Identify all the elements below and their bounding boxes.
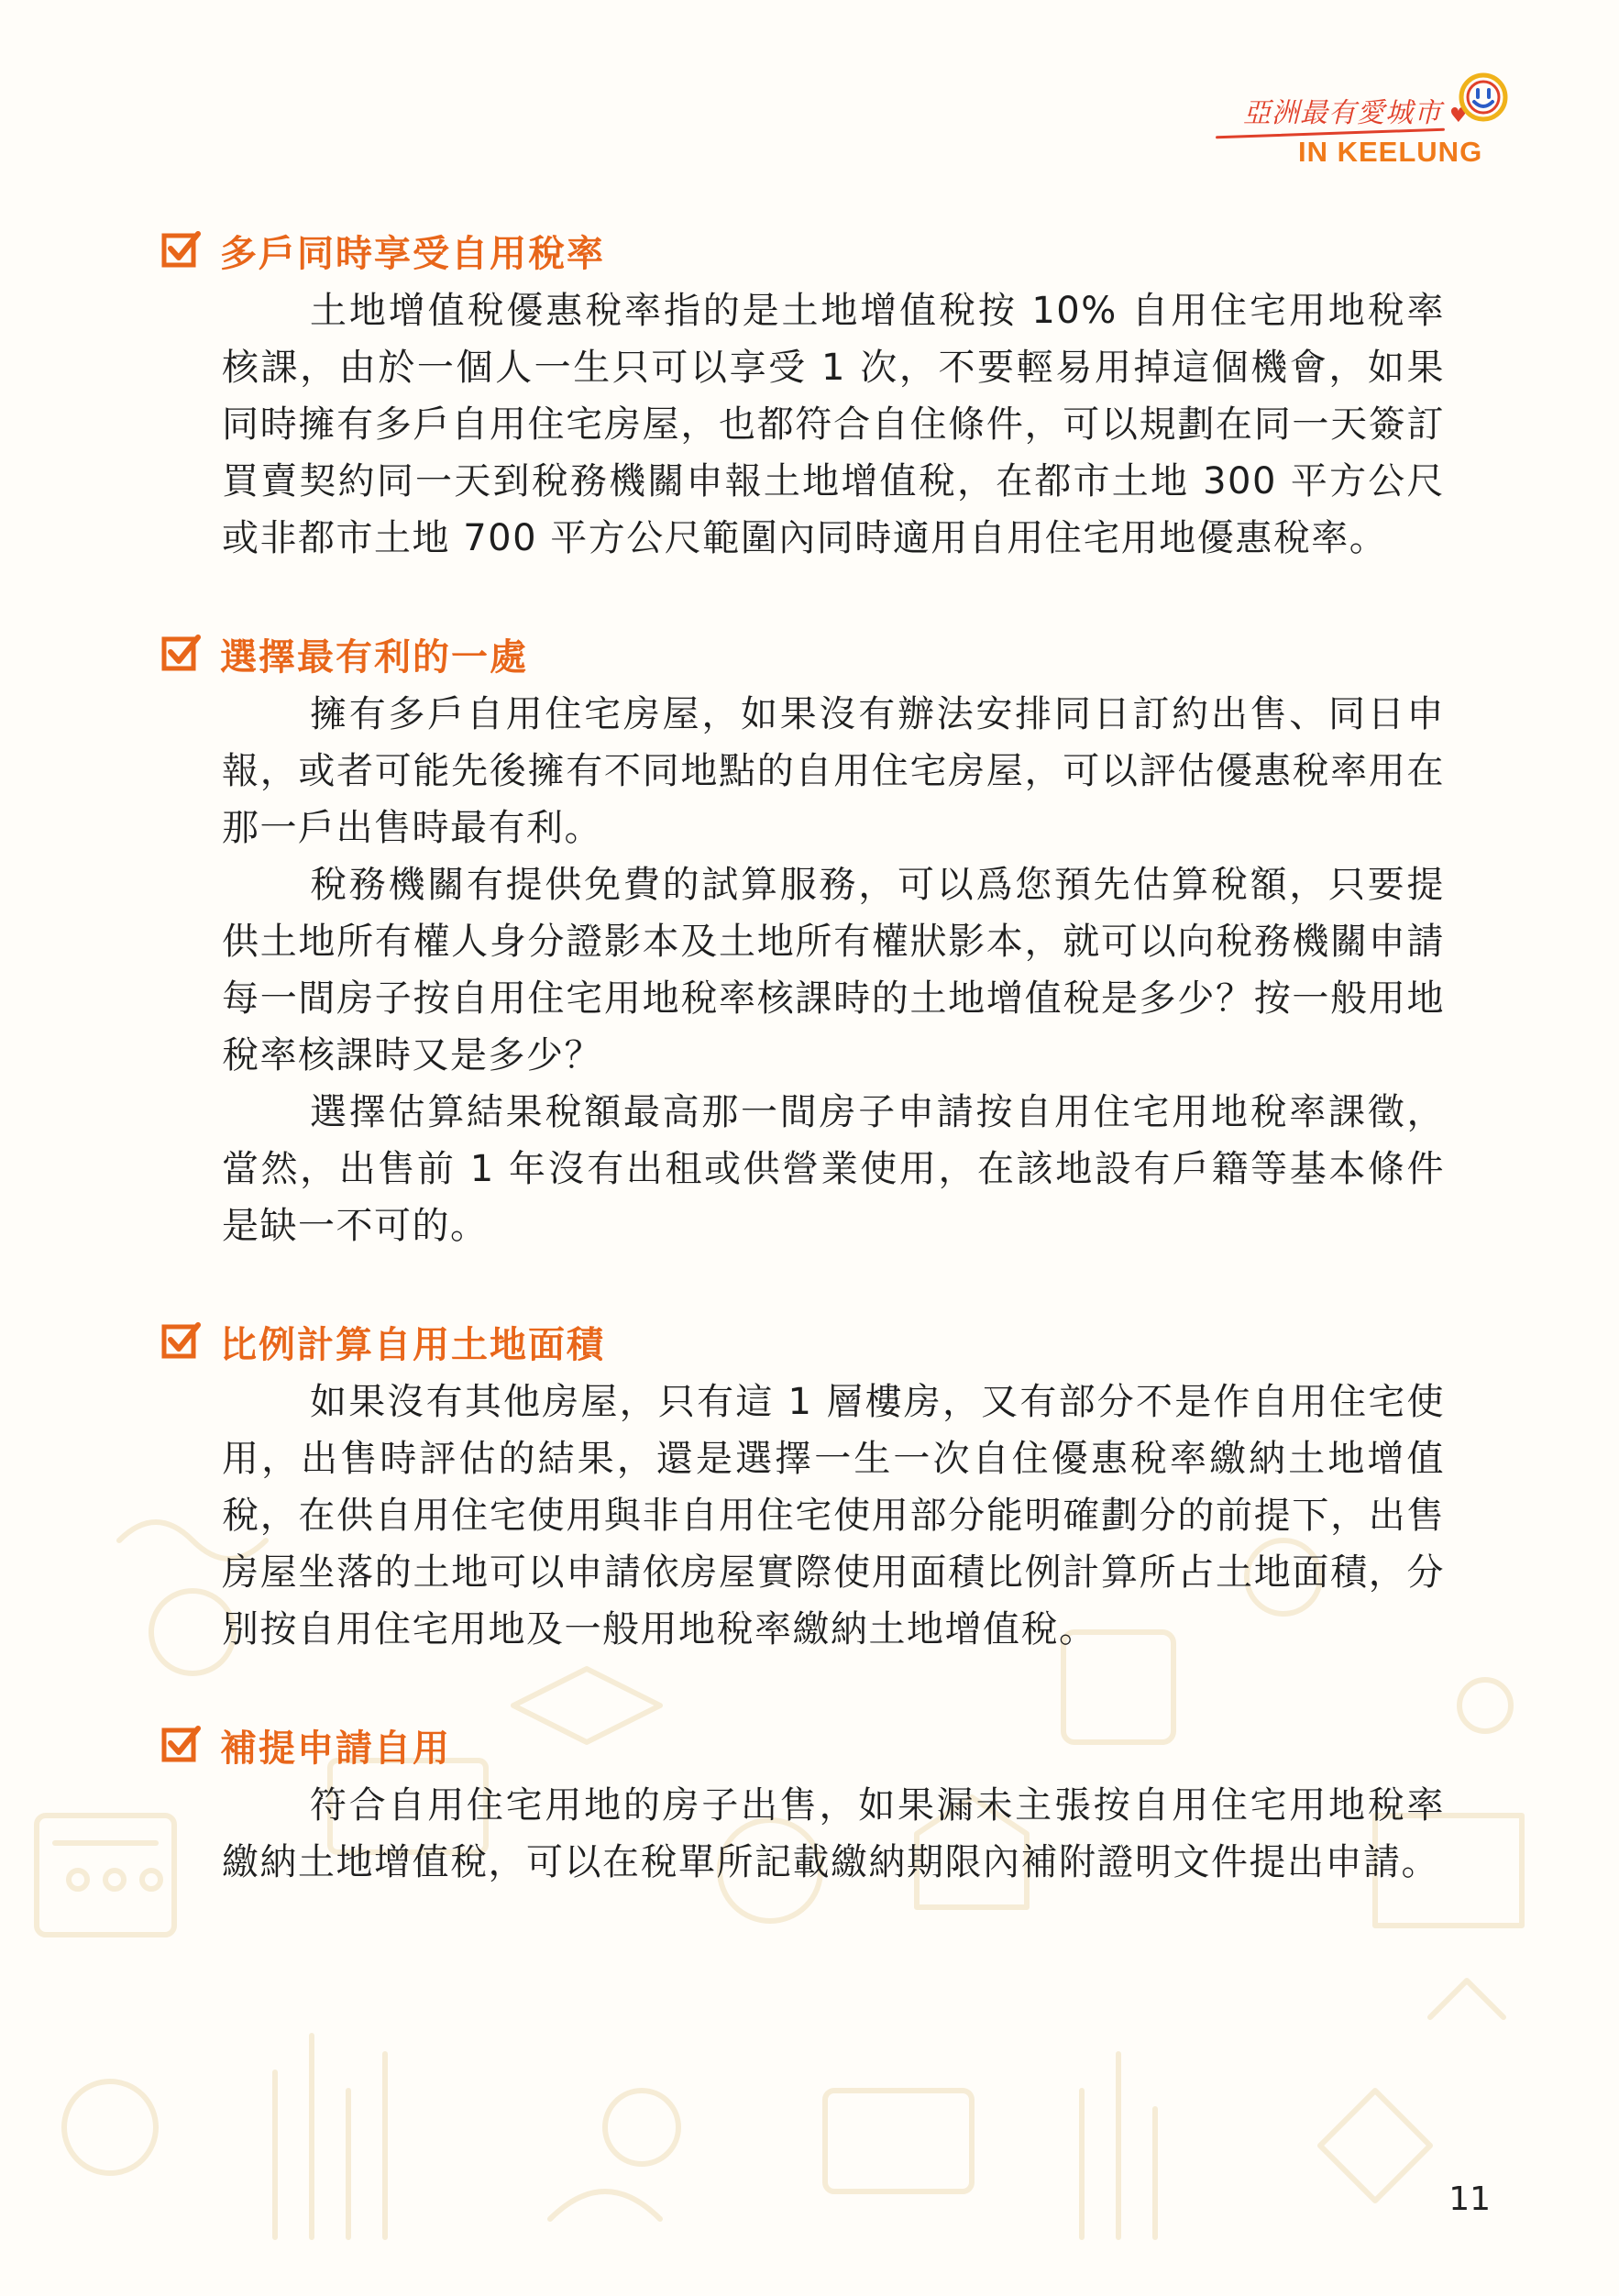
check-icon: [161, 634, 202, 674]
heart-icon: ♥: [1449, 105, 1469, 127]
section-heading: [161, 1713, 1445, 1777]
section-paragraph: 如果沒有其他房屋，只有這 1 層樓房，又有部分不是作自用住宅使用，出售時評估的結果，還是選擇一生一次自住優惠稅率繳納土地增值稅，在供自用住宅使用與非自用住宅使用部分能明確劃分的前提下，出售房屋坐落的土地可以申請依房屋實際使用面積比例計算所占土地面積，分別按自用住宅用地及一般用地稅率繳納土地增值稅。: [222, 1381, 1445, 1650]
section-title: 補提申請自用: [220, 1727, 451, 1770]
check-icon: [161, 1321, 202, 1362]
page-number: 11: [1448, 2180, 1491, 2218]
section-title: 比例計算自用土地面積: [220, 1323, 605, 1366]
section-paragraph: 土地增值稅優惠稅率指的是土地增值稅按 10% 自用住宅用地稅率核課，由於一個人一生只可以享受 1 次，不要輕易用掉這個機會，如果同時擁有多戶自用住宅房屋，也都符合自住條件，可以規劃在同一天簽訂買賣契約同一天到稅務機關申報土地增值稅，在都市土地 300 平方公尺或非都市土地 700 平方公尺範圍內同時適用自用住宅用地優惠稅率。: [222, 290, 1445, 559]
brand-logo: [1206, 72, 1509, 172]
section-paragraph: 選擇估算結果稅額最高那一間房子申請按自用住宅用地稅率課徵，當然，出售前 1 年沒有出租或供營業使用，在該地設有戶籍等基本條件是缺一不可的。: [222, 1091, 1445, 1247]
section-paragraph: 擁有多戶自用住宅房屋，如果沒有辦法安排同日訂約出售、同日申報，或者可能先後擁有不同地點的自用住宅房屋，可以評估優惠稅率用在那一戶出售時最有利。: [222, 693, 1445, 849]
check-icon: [161, 230, 202, 270]
section-paragraph: 稅務機關有提供免費的試算服務，可以爲您預先估算稅額，只要提供土地所有權人身分證影本及土地所有權狀影本，就可以向稅務機關申請每一間房子按自用住宅用地稅率核課時的土地增值稅是多少？按一般用地稅率核課時又是多少？: [222, 864, 1445, 1076]
section-heading: [161, 1309, 1445, 1374]
section-1: [161, 218, 1445, 567]
section-3: [161, 1309, 1445, 1658]
section-title: 選擇最有利的一處: [220, 635, 528, 679]
section-heading: [161, 622, 1445, 686]
main-content: [161, 218, 1445, 1946]
section-paragraph: 符合自用住宅用地的房子出售，如果漏未主張按自用住宅用地稅率繳納土地增值稅，可以在稅單所記載繳納期限內補附證明文件提出申請。: [222, 1784, 1445, 1883]
smile-icon: [1458, 72, 1509, 123]
check-icon: [161, 1725, 202, 1765]
section-heading: [161, 218, 1445, 282]
section-4: [161, 1713, 1445, 1891]
logo-city-text: IN KEELUNG: [1298, 136, 1483, 168]
logo-script-text: 亞洲最有愛城市: [1243, 97, 1442, 129]
section-title: 多戶同時享受自用稅率: [220, 232, 605, 275]
section-2: [161, 622, 1445, 1254]
